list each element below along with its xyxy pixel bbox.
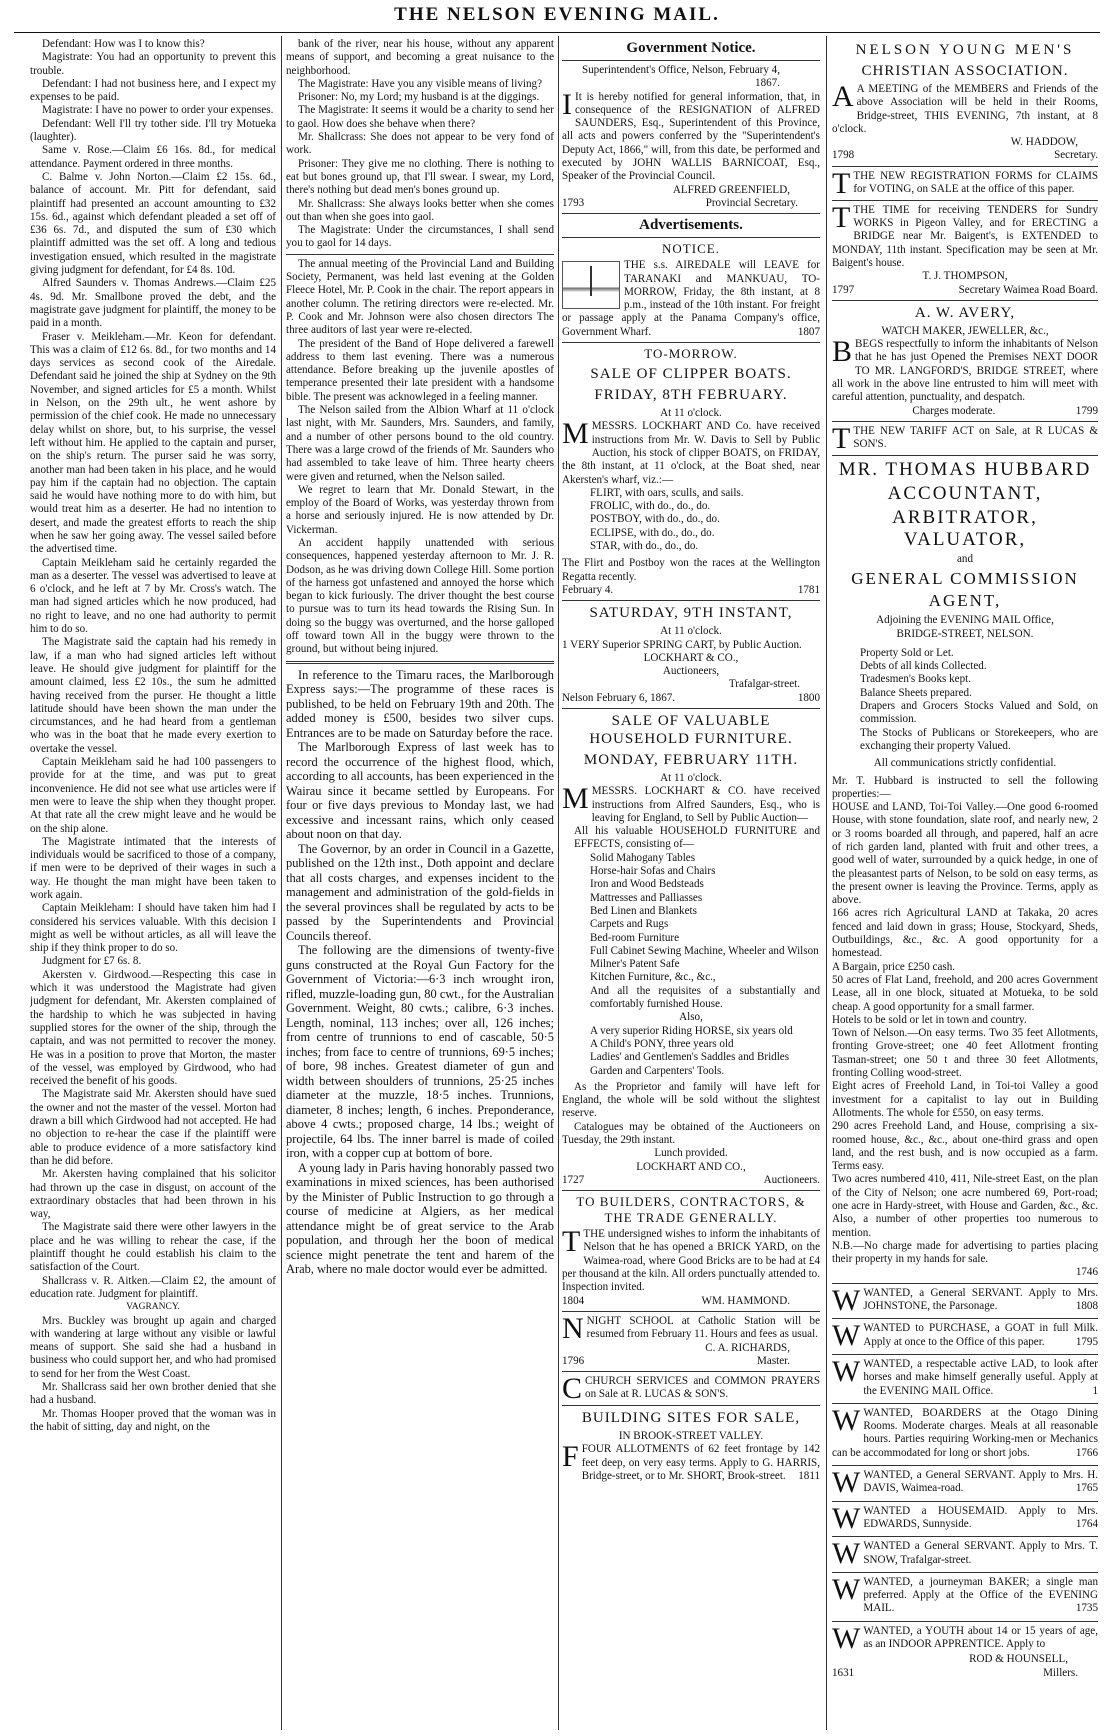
wanted-text: WANTED a General SERVANT. Apply to Mrs. T. SNOW, Trafalgar-street. (863, 1540, 1098, 1566)
wanted-ad (832, 1537, 1098, 1571)
column-4-advertisements (832, 38, 1098, 1728)
boat-item: STAR, with do., do., do. (590, 540, 699, 553)
divider (286, 254, 554, 255)
wanted-text: WANTED, a General SERVANT. Apply to Mrs. H. DAVIS, Waimea-road. (863, 1469, 1098, 1495)
ymca-signature: W. HADDOW, (1010, 136, 1078, 149)
divider (562, 1371, 820, 1372)
ad-number: 1765 (1075, 1482, 1098, 1495)
cart-signature: LOCKHART & CO., (643, 651, 739, 664)
hubbard-number: 1746 (1075, 1266, 1098, 1279)
divider (832, 300, 1098, 301)
builders-body: TTHE undersigned wishes to inform the inhabitants of Nelson that he has opened a BRICK YARD, on the Waimea-road, where Good Bricks are to be had at £4 per thousand at the kiln. All orders punctually attended to. Inspection invited. (562, 1225, 820, 1294)
masthead-rule (14, 32, 1100, 33)
wanted-text: WANTED, BOARDERS at the Otago Dining Rooms. Moderate charges. Meals at all reasonable hours. Parties requiring Working-men or Mechanics can be accommodated for long or short jobs. (832, 1406, 1098, 1459)
paragraph: The Magistrate: Under the circumstances, I shall send you to gaol for 14 days. (286, 224, 554, 250)
column-rule (558, 36, 559, 1730)
paragraph: Captain Meikleham: I should have taken him had I considered his services valuable. With this decision I might as well be without articles, as all will leave the ship if they think proper to do so. (30, 902, 276, 955)
clipper-heading: SALE OF CLIPPER BOATS. (590, 366, 792, 383)
boat-item: POSTBOY, with do., do., do. (590, 513, 720, 526)
furniture-item: Milner's Patent Safe (590, 958, 680, 971)
divider (832, 1403, 1098, 1404)
saturday-time: At 11 o'clock. (660, 625, 722, 638)
ad-number: 1735 (1075, 1602, 1098, 1615)
also-item: A Child's PONY, three years old (590, 1037, 734, 1050)
divider (832, 1354, 1098, 1355)
paragraph: An accident happily unattended with serious consequences, happened yesterday afternoon to Mr. J. R. Dodson, as he was driving down College Hill. Some portion of the harness got unfastened and annoyed the horse which began to kick furiously. The driver thought the best course to pursue was to turn its head towards the Rising Sun. In doing so the buggy was overturned, and the horse galloped off toward town All in the buggy were thrown to the ground, but without being injured. (286, 536, 554, 656)
vagrancy-continued (286, 38, 554, 251)
drop-cap: W (832, 1354, 861, 1388)
night-school-body: NNIGHT SCHOOL at Catholic Station will be resumed from February 11. Hours and fees as usual. (562, 1311, 820, 1345)
divider (832, 1621, 1098, 1622)
paragraph: A young lady in Paris having honorably passed two examinations in mixed sciences, has been authorised by the Minister of Public Instruction to go through a course of medicine at Algiers, as her medical attendance might be of great service to the Arab population, and through her the boon of medical science might penetrate the tent and harem of the Arab, where no male doctor would ever be admitted. (286, 1160, 554, 1277)
divider (832, 200, 1098, 201)
avery-sub: WATCH MAKER, JEWELLER, &c., (881, 324, 1049, 337)
also-item: A very superior Riding HORSE, six years old (590, 1024, 793, 1037)
divider (562, 1311, 820, 1312)
also-item: Garden and Carpenters' Tools. (590, 1064, 725, 1077)
service-item: Drapers and Grocers Stocks Valued and Sold, on commission. (860, 700, 1098, 726)
builders-heading: TO BUILDERS, CONTRACTORS, & THE TRADE GENERALLY. (576, 1194, 806, 1226)
night-school-signature: C. A. RICHARDS, (705, 1341, 790, 1354)
wanted-text: WANTED to PURCHASE, a GOAT in full Milk. Apply at once to the Office of this paper. (863, 1322, 1098, 1348)
cart-footer: Nelson February 6, 1867. 1800 (562, 691, 820, 704)
service-item: Debts of all kinds Collected. (860, 660, 987, 673)
paragraph: Mr. Shallcrass: She always looks better when she comes out than when she goes into gaol. (286, 197, 554, 223)
clipper-time: At 11 o'clock. (660, 407, 722, 420)
paragraph: Prisoner: No, my Lord; my husband is at the diggings. (298, 91, 540, 104)
divider (562, 708, 820, 709)
paragraph: We regret to learn that Mr. Donald Stewart, in the employ of the Board of Works, was yesterday thrown from a horse and seriously injured. He is now attended by Dr. Vickerman. (286, 483, 554, 536)
ymca-heading-2: CHRISTIAN ASSOCIATION. (861, 63, 1069, 79)
paragraph: Prisoner: They give me no clothing. There is nothing to eat but bones ground up, that I'll swear. I swear, my Lord, there's nothing but dead men's bones ground up. (286, 157, 554, 197)
divider (832, 166, 1098, 167)
paragraph: Mr. Shallcrass said her own brother denied that she had a husband. (30, 1380, 276, 1407)
column-rule (826, 36, 827, 1730)
column-1-court-report (30, 38, 276, 1728)
hubbard-heading-3: ARBITRATOR, VALUATOR, (892, 506, 1038, 550)
lunch-note: Lunch provided. (654, 1147, 728, 1160)
vagrancy-paragraphs (30, 1315, 276, 1435)
hubbard-adjoining: Adjoining the EVENING MAIL Office, (876, 614, 1054, 627)
masthead: THE NELSON EVENING MAIL. (394, 4, 720, 25)
tomorrow-heading: TO-MORROW. (644, 346, 738, 362)
ad-number: 1 (1092, 1384, 1098, 1397)
furniture-time: At 11 o'clock. (660, 771, 722, 784)
night-school-footer: 1796 Master. (562, 1354, 790, 1367)
wanted-ad (832, 1501, 1098, 1535)
paragraph: In reference to the Timaru races, the Marlborough Express says:—The programme of these races is published, to be held on February 19th and 20th. The added money is £500, besides two silver cups. Entrances are to be made on Saturday before the race. (286, 667, 554, 740)
column-2-news (286, 38, 554, 1728)
gov-notice-signature: ALFRED GREENFIELD, (672, 183, 790, 196)
ymca-body: A A MEETING of the MEMBERS and Friends of the above Association will be held in their Rooms, Bridge-street, THIS EVENING, 7th instant, at 8 o'clock. (832, 80, 1098, 135)
avery-heading: A. W. AVERY, (914, 304, 1016, 321)
hubbard-properties (832, 775, 1098, 1267)
column-3-advertisements (562, 38, 820, 1728)
paragraph: Mr. Shallcrass: She does not appear to be very fond of work. (286, 131, 554, 157)
paragraph: Captain Meikleham said he certainly regarded the man as a deserter. The vessel was advertised to leave at 6 o'clock, and he left at 7 by Mr. Cross's watch. The man had signed articles which he now produced, had no right to leave, and no one had authority to permit him to do so. (30, 556, 276, 636)
divider (562, 600, 820, 601)
notice-heading: NOTICE. (662, 241, 720, 257)
furniture-item: And all the requisites of a substantially and comfortably furnished House. (590, 984, 820, 1011)
furniture-item: Full Cabinet Sewing Machine, Wheeler and Wilson (590, 944, 819, 957)
airedale-notice: THE s.s. AIREDALE will LEAVE for TARANAKI and MANKUAU, TO-MORROW, Friday, the 8th instant, at 8 p.m., instead of the 10th instant. For freight or passage apply at the Panama Company's office, Government Wharf. 1807 (562, 259, 820, 338)
boat-item: FLIRT, with oars, sculls, and sails. (590, 486, 744, 499)
wanted-text: WANTED a HOUSEMAID. Apply to Mrs. EDWARDS, Sunnyside. (863, 1504, 1098, 1530)
furniture-date: MONDAY, FEBRUARY 11TH. (583, 751, 799, 768)
property-paragraph: Mr. T. Hubbard is instructed to sell the following properties:— (832, 774, 1098, 800)
furniture-item: Horse-hair Sofas and Chairs (590, 865, 716, 878)
drop-cap: W (832, 1501, 861, 1535)
boat-list (562, 487, 820, 553)
church-services-body: CCHURCH SERVICES and COMMON PRAYERS on Sale at R. LUCAS & SON'S. (562, 1372, 820, 1406)
builders-footer: 1804 WM. HAMMOND. (562, 1294, 790, 1307)
paragraph: The Magistrate: Have you any visible means of living? (298, 77, 542, 90)
avery-body: BBEGS respectfully to inform the inhabitants of Nelson that he has just Opened the Premises NEXT DOOR TO MR. LANGFORD'S, BRIDGE STREET, where all work in the above line entrusted to him will meet with careful attention, punctuality, and despatch. (832, 335, 1098, 404)
paragraph: Magistrate: I have no power to order your expenses. (42, 104, 274, 117)
wanted-text: WANTED, a General SERVANT. Apply to Mrs. JOHNSTONE, the Parsonage. (863, 1286, 1098, 1313)
hubbard-heading-2: ACCOUNTANT, (887, 482, 1043, 504)
gov-notice-heading: Government Notice. (626, 40, 756, 56)
hubbard-heading: MR. THOMAS HUBBARD (838, 458, 1092, 480)
divider (562, 237, 820, 238)
wanted-ads (832, 1283, 1098, 1655)
property-paragraph: 166 acres rich Agricultural LAND at Takaka, 20 acres fenced and laid down in grass; House, Stockyard, Sheds, Outbuildings, &c., &c. A good opportunity for a homestead. (832, 907, 1098, 960)
clipper-body: MMESSRS. LOCKHART AND Co. have received instructions from Mr. W. Davis to Sell by Public Auction, his stock of clipper BOATS, on FRIDAY, the 8th instant, at 11 o'clock, at the Boat shed, near Akersten's wharf, viz.:— (562, 417, 820, 486)
service-item: The Stocks of Publicans or Storekeepers, who are exchanging their property Valued. (860, 726, 1098, 752)
paragraph: The Magistrate: It seems it would be a charity to send her to gaol. How does she behave when there? (286, 104, 554, 130)
divider (562, 213, 820, 214)
property-paragraph: HOUSE and LAND, Toi-Toi Valley.—One good 6-roomed House, with stone foundation, slate roof, and nearly new, 2 or 3 rooms boarded all through, and papered, half an acre of rich garden land, planted with fruit and other trees, a good well of water, surrounded by a quick hedge, in one of the pleasantest parts of Nelson, to be sold on easy terms, as the present owner is leaving the Province. Terms, apply as above. (832, 801, 1098, 907)
property-paragraph: Town of Nelson.—On easy terms. Two 35 feet Allotments, fronting Grove-street; one 40 feet Allotment fronting Tasman-street; one 50 t and three 30 feet Allotments, fronting Colling wood-street. (832, 1027, 1098, 1080)
furniture-catalogue: Catalogues may be obtained of the Auctioneers on Tuesday, the 29th instant. (562, 1120, 820, 1146)
wanted-ad (832, 1403, 1098, 1460)
tender-body: TTHE TIME for receiving TENDERS for Sundry WORKS in Pigeon Valley, and for ERECTING a BRIDGE near Mr. Baigent's, is EXTENDED to MONDAY, 11th instant. Specification may be seen at Mr. Baigent's house. (832, 200, 1098, 269)
also-label: Also, (679, 1011, 703, 1024)
saturday-heading: SATURDAY, 9TH INSTANT, (589, 605, 793, 622)
paragraph: Shallcrass v. R. Aitken.—Claim £2, the amount of education rate. Judgment for plaintiff. (30, 1274, 276, 1300)
paragraph: The Magistrate said the captain had his remedy in law, if a man who had signed articles left without leave. He should give judgment for plaintiff for the amount claimed, less £2 10s., the sum he admitted having received from the purser. He thought a little latitude should have been shown the man under the circumstances, and he had heard from a gentleman who was in the boat that he made every exertion to overtake the vessel. (30, 636, 276, 755)
paragraph: Defendant: I had not business here, and I expect my expenses to be paid. (30, 77, 276, 104)
building-sites-body: FFOUR ALLOTMENTS of 62 feet frontage by 142 feet deep, on very easy terms. Apply to G. HARRIS, Bridge-street, or to Mr. SHORT, Brook-street. 1811 (562, 1440, 820, 1483)
furniture-note: As the Proprietor and family will have left for England, the whole will be sold without the slightest reserve. (562, 1080, 820, 1120)
divider (562, 342, 820, 343)
paragraph: The Governor, by an order in Council in a Gazette, published on the 12th inst., Doth appoint and declare that all costs charges, and expenses incident to the management and administration of the gold-fields in the several provinces shall be regulated by acts to be passed by the Superintendents and Provincial Councils thereof. (286, 841, 554, 943)
paragraph: The Magistrate intimated that the interests of individuals would be sacrificed to those of a company, if men were to be deprived of their wages in such a way. He thought the man might have been taken to work again. (30, 835, 276, 901)
ad-number: 1766 (1075, 1446, 1098, 1459)
ad-number: 1764 (1075, 1517, 1098, 1530)
paragraph: Mr. Akersten having complained that his solicitor had thrown up the case in disgust, on account of the extraordinary obstacles that had been thrown in his way, (30, 1168, 276, 1221)
furniture-item: Bed-room Furniture (590, 931, 680, 944)
paragraph: The president of the Band of Hope delivered a farewell address to them last evening. There was a numerous attendance. Before breaking up the juvenile apostles of temperance presented their late president with a handsome bible. The present was acknowleged in a feeling manner. (286, 337, 554, 403)
hubbard-heading-4: GENERAL COMMISSION AGENT, (851, 569, 1079, 611)
paragraph: The following are the dimensions of twenty-five guns constructed at the Royal Gun Factory for the Government of Victoria:—6·3 inch wrought iron, rifled, muzzle-loading gun, 80 cwt., for the Australian Government. Weight, 80 cwts.; calibre, 6·3 inches. Length, nominal, 113 inches; over all, 126 inches; from centre of trunnions to end of cascable, 50·5 inches; from face to centre of trunnions, 69·5 inches; of bore, 98 inches. Greatest diameter of gun and width between shoulders of trunnions, 25·25 inches diameter at the muzzle, 18·5 inches. Trunnions, diameter, 8 inches; length, 6 inches. Preponderance, above 4 cwts.; proposed charge, 14 lbs.; weight of projectile, 64 lbs. The inner barrel is made of coiled iron, with a copper cup at bottom of bore. (286, 943, 554, 1161)
also-item: Ladies' and Gentlemen's Saddles and Bridles (590, 1051, 790, 1064)
drop-cap: W (832, 1283, 861, 1317)
divider (832, 1318, 1098, 1319)
rod-signature: ROD & HOUNSELL, (969, 1653, 1068, 1666)
court-report-paragraphs (30, 38, 276, 1301)
hubbard-confidential: All communications strictly confidential. (873, 757, 1057, 770)
clipper-footer: February 4. 1781 (562, 583, 820, 596)
general-news (286, 668, 554, 1277)
wanted-text: WANTED, a YOUTH about 14 or 15 years of age, as an INDOOR APPRENTICE. Apply to (863, 1624, 1098, 1651)
drop-cap: W (832, 1572, 861, 1606)
paragraph: Mr. Thomas Hooper proved that the woman was in the habit of sitting, day and night, on the (30, 1407, 276, 1433)
local-news (286, 258, 554, 657)
furniture-all: All his valuable HOUSEHOLD FURNITURE and EFFECTS, consisting of— (574, 825, 820, 851)
drop-cap: W (832, 1537, 861, 1571)
ad-number: 1795 (1075, 1335, 1098, 1348)
paragraph: The Magistrate said Mr. Akersten should have sued the owner and not the master of the vessel. Morton had drawn a bill which Girdwood had not accepted. He had no objection to re-hear the case if the plaintiff were able to produce evidence of a more satisfactory kind than he did before. (30, 1088, 276, 1167)
divider (832, 1465, 1098, 1466)
drop-cap: W (832, 1466, 861, 1500)
divider (832, 421, 1098, 422)
wanted-ad (832, 1621, 1098, 1655)
clipper-note: The Flirt and Postboy won the races at the Wellington Regatta recently. (562, 557, 820, 583)
paragraph: The annual meeting of the Provincial Land and Building Society, Permanent, was held last evening at the Golden Fleece Hotel, Mr. P. Cook in the chair. The report appears in another column. The retiring directors were re-elected. Mr. P. Cook and Mr. Johnson were also chosen directors The three auditors of last year were re-elected. (286, 257, 554, 337)
paragraph: The Marlborough Express of last week has to record the occurrence of the highest flood, which, according to all accounts, has been experienced in the Wairau since it became settled by Europeans. For four or five days previous to Monday last, we had excessive and incessant rains, which only ceased about noon on that day. (286, 740, 554, 842)
paragraph: The Nelson sailed from the Albion Wharf at 11 o'clock last night, with Mr. Saunders, Mrs. Saunders, and family, and a number of other persons bound to the old country. There was a large crowd of the friends of Mr. Saunders who had assembled to take leave of him. Three hearty cheers were given and returned, when the Nelson sailed. (286, 404, 554, 483)
divider (832, 1283, 1098, 1284)
wanted-ad (832, 1354, 1098, 1398)
furniture-item: Bed Linen and Blankets (590, 904, 697, 917)
clipper-date: FRIDAY, 8TH FEBRUARY. (594, 387, 788, 404)
wanted-text: WANTED, a respectable active LAD, to look after horses and make himself generally useful. Apply at the EVENING MAIL Office. (863, 1357, 1098, 1397)
gov-notice-origin: Superintendent's Office, Nelson, February 4, 1867. (581, 64, 780, 90)
registration-body: TTHE NEW REGISTRATION FORMS for CLAIMS for VOTING, on SALE at the office of this paper. (832, 166, 1098, 200)
tender-footer: 1797 Secretary Waimea Road Board. (832, 283, 1098, 296)
property-paragraph: N.B.—No charge made for advertising to parties placing their property in my hands for sale. (832, 1239, 1098, 1266)
building-sites-heading: BUILDING SITES FOR SALE, (581, 1410, 801, 1427)
also-list (562, 1025, 820, 1078)
ad-number: 1808 (1075, 1300, 1098, 1313)
paragraph: Magistrate: You had an opportunity to prevent this trouble. (30, 51, 276, 77)
furniture-item: Iron and Wood Bedsteads (590, 878, 704, 891)
tariff-body: TTHE NEW TARIFF ACT on Sale, at R LUCAS & SON'S. (832, 421, 1098, 455)
drop-cap: W (832, 1403, 861, 1437)
property-paragraph: Hotels to be sold or let in town and country. (832, 1013, 1027, 1026)
advertisements-heading: Advertisements. (639, 217, 743, 234)
tender-signature: T. J. THOMPSON, (922, 270, 1008, 283)
divider (562, 1405, 820, 1406)
paragraph: C. Balme v. John Norton.—Claim £2 15s. 6d., balance of account. Mr. Pitt for defendant, said plaintiff had presented an account amounting to £32 15s. 6d., against which defendant pleaded a set off of £36 6s. 7d., and disputed the sum of £30 which plaintiff admitted was the set off. A long and tedious investigation ensued, which resulted in the magistrate giving judgment for defendant, for £4 8s. 10d. (30, 170, 276, 277)
furniture-body: MMESSRS. LOCKHART & CO. have received instructions from Alfred Saunders, Esq., who is leaving for England, to Sell by Public Auction— (562, 782, 820, 824)
ship-icon (562, 261, 620, 309)
divider (832, 1536, 1098, 1537)
service-item: Property Sold or Let. (860, 646, 954, 659)
furniture-footer: 1727 Auctioneers. (562, 1173, 820, 1186)
paragraph: Fraser v. Meikleham.—Mr. Keon for defendant. This was a claim of £12 6s. 8d., for two months and 14 days services as second cook of the Airedale. Defendant said he joined the ship at Sydney on the 9th November, and signed articles for £5 a month. Whilst in Nelson, on the 29th ult., he went ashore by permission of the chief cook. He made no unnecessary delay whilst on shore, but, to his surprise, the vessel left without him. He applied to the captain and purser, on the ship's return. The purser said he was sorry, another man had been taken in his place, and he would pay him if the captain had no objection. The captain said he would have nothing more to do with him, but would treat him as a deserter. He had no intention to desert, and made the greatest efforts to reach the ship when he saw her going away. The vessel sailed before the advertised time. (30, 330, 276, 556)
wanted-ad (832, 1572, 1098, 1616)
cart-signature-2: Auctioneers, (662, 665, 720, 678)
column-rule (281, 36, 282, 1730)
furniture-heading: SALE OF VALUABLE HOUSEHOLD FURNITURE. (589, 712, 793, 747)
service-item: Balance Sheets prepared. (860, 686, 972, 699)
paragraph: Mrs. Buckley was brought up again and charged with wandering at large without any visible or lawful means of support. She said she had a husband in business who could support her, and who had promised to send for her from the West Coast. (30, 1314, 276, 1380)
divider (562, 60, 820, 61)
boat-item: ECLIPSE, with do., do., do. (590, 526, 715, 539)
paragraph: Defendant: How was I to know this? (42, 38, 205, 50)
paragraph: Akersten v. Girdwood.—Respecting this case in which it was understood the Magistrate had given judgment for defendant, Mr. Akersten complained of the hardship to which he was subjected in having supplied stores for the owner of the ship, through the captain, and was not permitted to recover the money. He was in a position to prove that Morton, the master of the vessel, was employed by Girdwood, who had received the benefit of his goods. (30, 968, 276, 1088)
cart-signature-3: Trafalgar-street. (728, 678, 800, 691)
furniture-item: Solid Mahogany Tables (590, 851, 696, 864)
gov-notice-body: I It is hereby notified for general information, that, in consequence of the RESIGNATION of ALFRED SAUNDERS, Esq., Superintendent of this Province, all acts and powers conferred by the "Superintendent's Deputy Act, 1866," will, from this date, be performed and executed by JOHN WALLIS BARNICOAT, Esq., Speaker of the Provincial Council. (562, 87, 820, 183)
divider (832, 1501, 1098, 1502)
wanted-ad (832, 1283, 1098, 1317)
wanted-ad (832, 1466, 1098, 1500)
property-paragraph: 290 acres Freehold Land, and House, comprising a six-roomed house, &c., &c., about one-third grass and open land, and the rest bush, and is now occupied as a farm. Terms easy. (832, 1120, 1098, 1173)
paragraph: Captain Meikleham said he had 100 passengers to provide for at the time, and was put to great inconvenience. He did not see what use articles were if men were to leave the ship when they thought proper. At that rate all the crew might leave and he would be on the ship alone. (30, 756, 276, 835)
wanted-ad (832, 1319, 1098, 1353)
paragraph: Judgment for £7 6s. 8. (42, 955, 142, 968)
divider (562, 1190, 820, 1191)
divider (832, 1572, 1098, 1573)
furniture-signature: LOCKHART AND CO., (636, 1160, 746, 1173)
ymca-footer: 1798 Secretary. (832, 149, 1098, 162)
property-paragraph: A Bargain, price £250 cash. (832, 960, 956, 973)
hubbard-street: BRIDGE-STREET, NELSON. (896, 627, 1034, 640)
property-paragraph: Eight acres of Freehold Land, in Toi-toi Valley a good investment for a capitalist to lay out in Building Allotments. The whole for £550, on easy terms. (832, 1080, 1098, 1119)
ymca-heading: NELSON YOUNG MEN'S (855, 42, 1075, 58)
avery-footer: Charges moderate. 1799 (912, 404, 1098, 417)
gov-notice-footer: 1793 Provincial Secretary. (562, 196, 798, 209)
furniture-item: Carpets and Rugs (590, 918, 669, 931)
paragraph: bank of the river, near his house, without any apparent means of support, and becoming a great nuisance to the neighborhood. (286, 38, 554, 77)
hubbard-services (832, 647, 1098, 753)
drop-cap: W (832, 1621, 861, 1655)
furniture-list (562, 852, 820, 1012)
paragraph: Defendant: Well I'll try tother side. I'll try Motueka (laughter). (30, 117, 276, 144)
furniture-item: Mattresses and Palliasses (590, 891, 703, 904)
hubbard-and: and (956, 552, 974, 565)
paragraph: The Magistrate said there were other lawyers in the place and he was willing to rehear the case, if the plaintiff thought he could establish his claim to the satisfaction of the Court. (30, 1221, 276, 1274)
boat-item: FROLIC, with do., do., do. (590, 500, 711, 513)
property-paragraph: 50 acres of Flat Land, freehold, and 200 acres Government Lease, all in one block, situated at Motueka, to be sold cheap. A good opportunity for a small farmer. (832, 973, 1098, 1013)
property-paragraph: Two acres numbered 410, 411, Nile-street East, on the plan of the City of Nelson; one acre numbered 69, Port-road; one acre in Hardy-street, with House and Garden, &c., &c. Also, a number of other properties too numerous to mention. (832, 1173, 1098, 1239)
paragraph: Alfred Saunders v. Thomas Andrews.—Claim £25 4s. 9d. Mr. Smallbone proved the debt, and the magistrate gave judgment for plaintiff, the money to be paid in a month. (30, 277, 276, 330)
wanted-text: WANTED, a journeyman BAKER; a single man preferred. Apply at the Office of the EVENING MAIL. (863, 1575, 1098, 1615)
vagrancy-heading: VAGRANCY. (126, 1302, 180, 1313)
divider (286, 661, 554, 664)
building-sites-sub: IN BROOK-STREET VALLEY. (618, 1430, 764, 1443)
cart-body: 1 VERY Superior SPRING CART, by Public Auction. (562, 638, 802, 651)
drop-cap: W (832, 1319, 861, 1353)
furniture-item: Kitchen Furniture, &c., &c., (590, 971, 716, 984)
rod-footer: 1631 Millers. (832, 1666, 1078, 1679)
service-item: Tradesmen's Books kept. (860, 673, 971, 686)
paragraph: Same v. Rose.—Claim £6 16s. 8d., for medical attendance. Payment ordered in three months. (30, 144, 276, 170)
divider (832, 455, 1098, 456)
